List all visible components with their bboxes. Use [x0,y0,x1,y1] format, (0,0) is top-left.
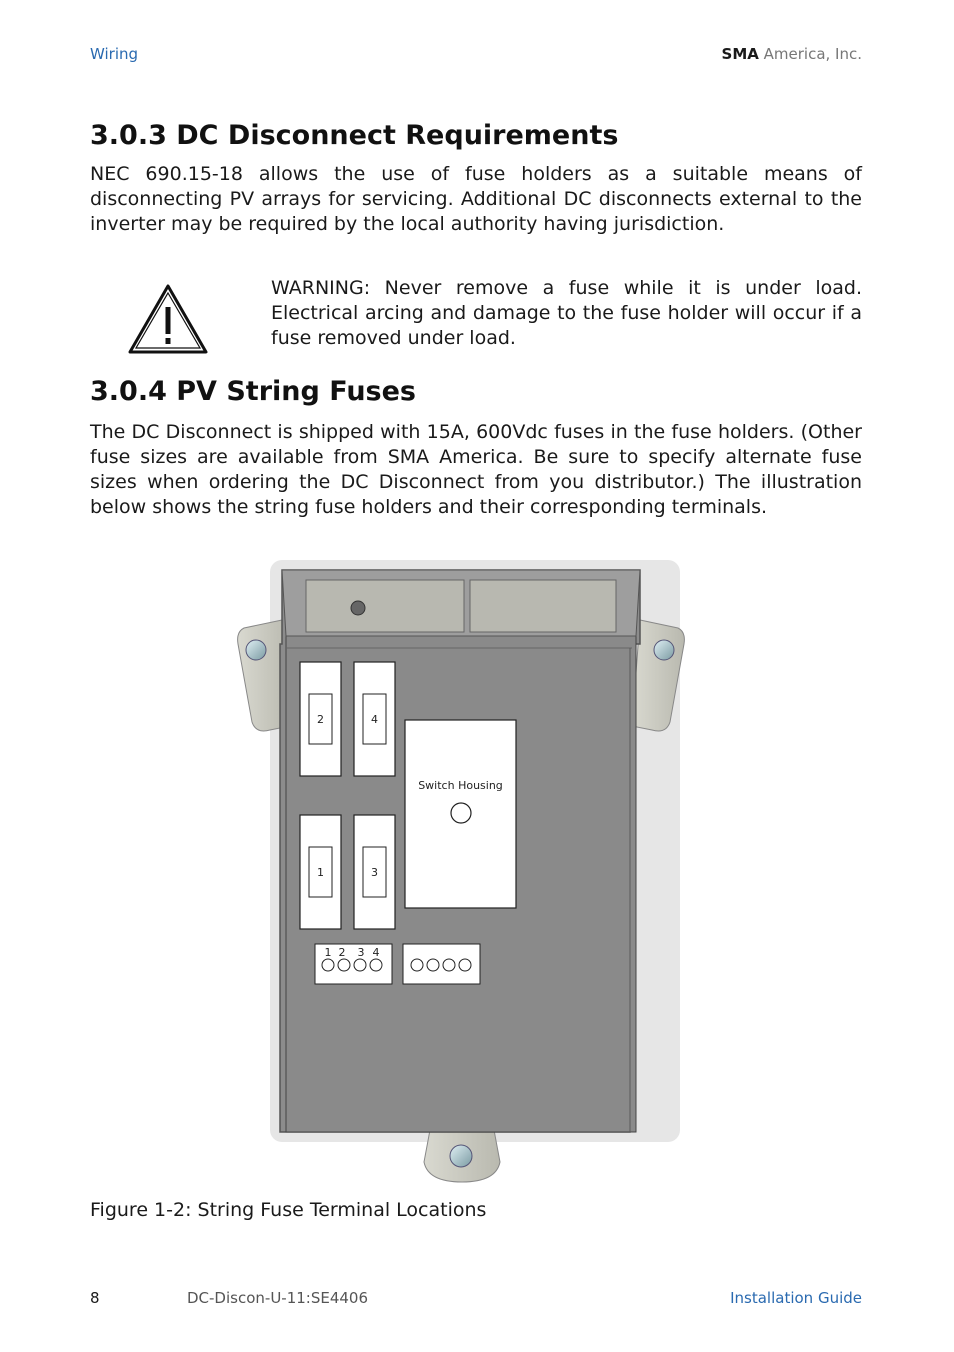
fuse-label-4: 4 [371,713,378,726]
header-section-title: Wiring [90,45,139,63]
mounting-bolt-right [654,640,674,660]
fuse-holder-2 [300,662,341,776]
fuse-label-1: 1 [317,866,324,879]
terminal-screw [338,959,350,971]
fuse-label-2: 2 [317,713,324,726]
paragraph-pv-string-fuses: The DC Disconnect is shipped with 15A, 600Vdc fuses in the fuse holders. (Other fuse sizes are available from SMA America. Be sure to specify alternate fuse sizes when ordering the DC Disconnect from you distributor.) The illustration below shows the string fuse holders and their corresponding terminals. [90,421,862,518]
fuse-label-3: 3 [371,866,378,879]
terminal-screw [411,959,423,971]
terminal-screw [354,959,366,971]
terminal-screw [427,959,439,971]
terminal-block [403,944,480,984]
terminal-screw [370,959,382,971]
footer-document-id: DC-Discon-U-11:SE4406 [187,1289,369,1307]
fuse-holder-1 [300,815,341,929]
fuse-terminal-figure [230,552,710,1192]
warning-triangle-icon [127,283,209,355]
terminal-screw [443,959,455,971]
mounting-bolt-bottom [450,1145,472,1167]
terminal-number-4: 4 [372,946,380,959]
heading-pv-string-fuses: 3.0.4 PV String Fuses [90,376,417,407]
warning-text: WARNING: Never remove a fuse while it is under load. Electrical arcing and damage to the fuse holder will occur if a fuse removed under load. [271,277,862,349]
terminal-screw [322,959,334,971]
top-compartment-left [306,580,464,632]
header-company [722,45,862,63]
terminal-number-3: 3 [357,946,365,959]
heading-dc-disconnect: 3.0.3 DC Disconnect Requirements [90,120,619,151]
switch-housing-label: Switch Housing [418,779,503,792]
terminal-number-2: 2 [338,946,346,959]
top-screw [351,601,365,615]
top-compartment-right [470,580,616,632]
paragraph-dc-disconnect: NEC 690.15-18 allows the use of fuse holders as a suitable means of disconnecting PV arrays for servicing. Additional DC disconnects external to the inverter may be required by the local authority having jurisdiction. [90,163,862,235]
footer-page-number: 8 [90,1289,100,1307]
fuse-holder-4 [354,662,395,776]
fuse-holder-3 [354,815,395,929]
terminal-block-numbered [315,944,392,984]
header-brand: SMA [721,45,759,63]
mounting-bolt-left [246,640,266,660]
footer-guide-title: Installation Guide [730,1289,862,1307]
switch-knob [451,803,471,823]
terminal-screw [459,959,471,971]
terminal-number-1: 1 [324,946,332,959]
header-company-name: America, Inc. [763,45,862,63]
figure-caption: Figure 1-2: String Fuse Terminal Locations [90,1199,487,1221]
switch-housing [405,720,516,908]
